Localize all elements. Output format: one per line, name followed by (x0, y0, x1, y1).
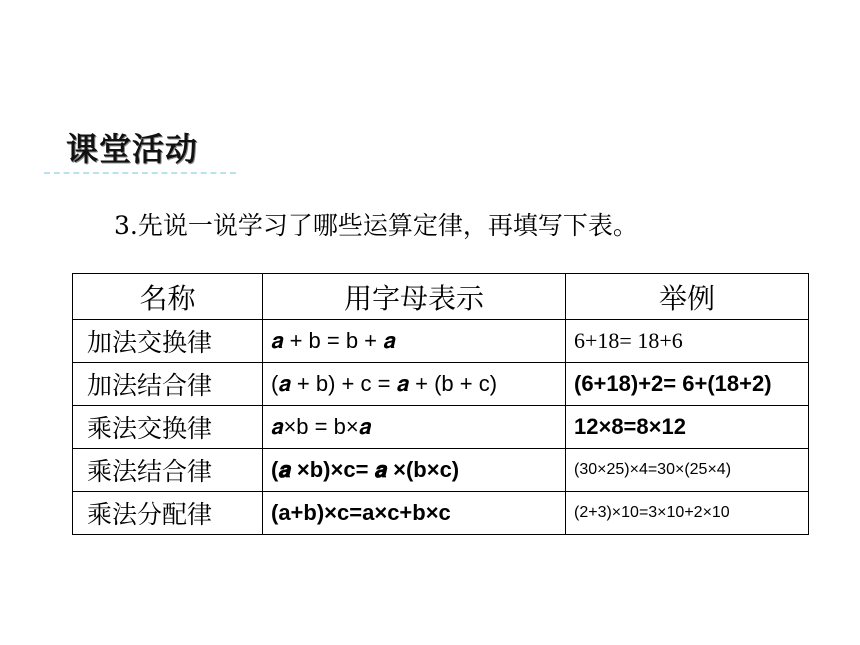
law-name: 乘法分配律 (73, 492, 263, 535)
header-example: 举例 (566, 274, 809, 320)
law-name: 加法结合律 (73, 363, 263, 406)
law-example: (30×25)×4=30×(25×4) (566, 449, 809, 492)
law-example: (2+3)×10=3×10+2×10 (566, 492, 809, 535)
table-row (73, 492, 809, 535)
title-dashed-underline (44, 172, 236, 174)
law-formula: 𝒂 + b = b + 𝒂 (263, 320, 566, 363)
law-formula: (a+b)×c=a×c+b×c (263, 492, 566, 535)
table-row (73, 363, 809, 406)
table-row (73, 406, 809, 449)
law-formula: (𝒂 ×b)×c= 𝒂 ×(b×c) (263, 449, 566, 492)
law-example: 12×8=8×12 (566, 406, 809, 449)
operation-laws-table (72, 273, 809, 535)
header-name: 名称 (73, 274, 263, 320)
law-name: 加法交换律 (73, 320, 263, 363)
instruction-text: 3.先说一说学习了哪些运算定律，再填写下表。 (114, 211, 638, 240)
table-row (73, 449, 809, 492)
law-example: (6+18)+2= 6+(18+2) (566, 363, 809, 406)
section-title: 课堂活动 (66, 130, 199, 168)
table-row (73, 320, 809, 363)
law-name: 乘法交换律 (73, 406, 263, 449)
law-formula: 𝒂×b = b×𝒂 (263, 406, 566, 449)
law-formula: (𝒂 + b) + c = 𝒂 + (b + c) (263, 363, 566, 406)
law-example: 6+18= 18+6 (566, 320, 809, 363)
table-header-row (73, 274, 809, 320)
law-name: 乘法结合律 (73, 449, 263, 492)
header-letter-form: 用字母表示 (263, 274, 566, 320)
